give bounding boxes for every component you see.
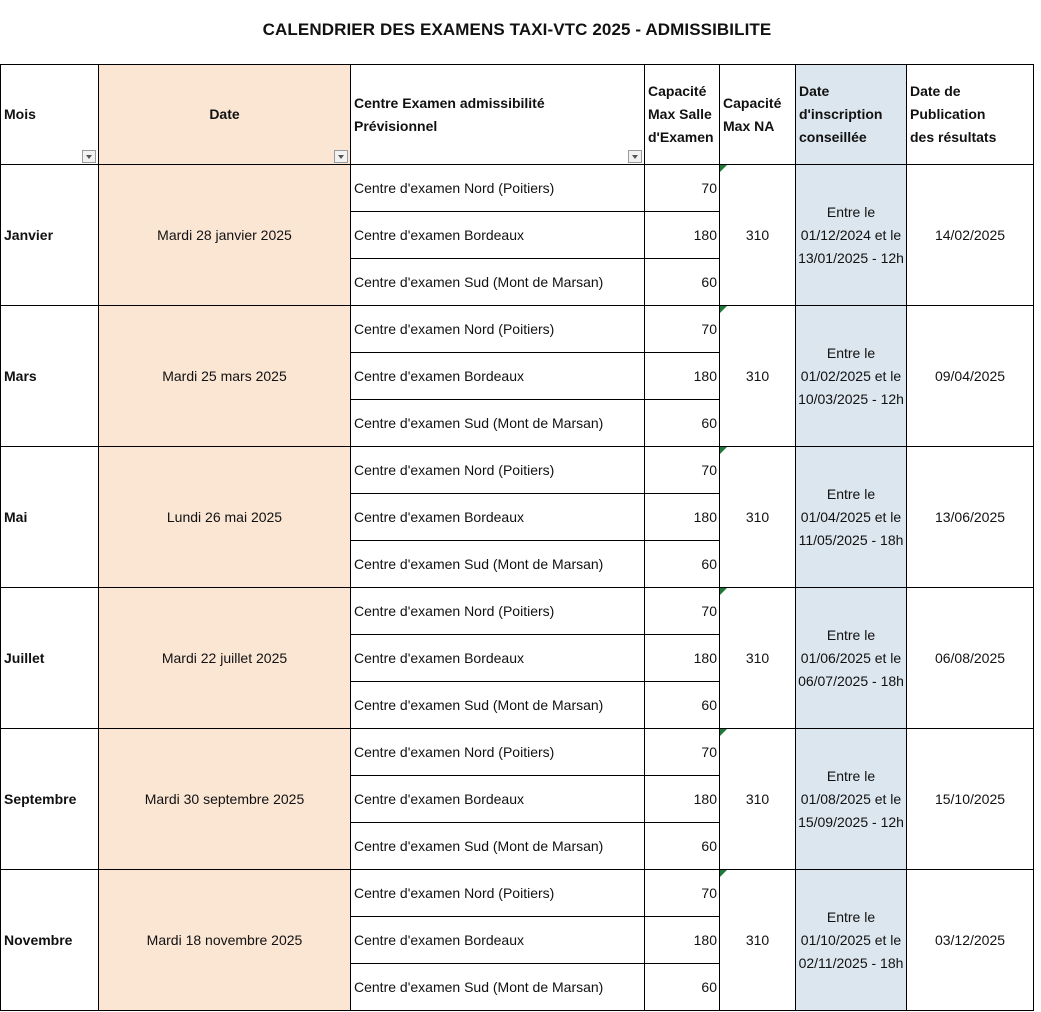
mois-cell[interactable]: Mai	[1, 447, 99, 588]
header-publication: Date de Publication des résultats	[907, 65, 1034, 165]
capacity-cell[interactable]: 60	[645, 682, 720, 729]
date-cell[interactable]: Mardi 28 janvier 2025	[99, 165, 351, 306]
capacity-cell[interactable]: 180	[645, 494, 720, 541]
inscription-line: 01/04/2025 et le	[800, 508, 902, 525]
inscription-line: Entre le	[826, 908, 876, 925]
capacity-cell[interactable]	[645, 870, 720, 917]
publication-cell[interactable]: 14/02/2025	[907, 165, 1034, 306]
centre-cell[interactable]: Centre d'examen Nord (Poitiers)	[351, 588, 645, 635]
table-row	[1, 165, 1034, 212]
centre-cell[interactable]: Centre d'examen Sud (Mont de Marsan)	[351, 823, 645, 870]
comment-indicator-icon	[720, 729, 727, 736]
capacity-cell[interactable]	[645, 306, 720, 353]
comment-indicator-icon	[720, 870, 727, 877]
capacity-cell[interactable]: 180	[645, 212, 720, 259]
filter-dropdown-icon[interactable]	[628, 150, 642, 163]
publication-cell[interactable]: 15/10/2025	[907, 729, 1034, 870]
header-capacite-na: Capacité Max NA	[720, 65, 796, 165]
capacity-cell[interactable]	[645, 588, 720, 635]
capacite-na-cell[interactable]	[720, 588, 796, 729]
capacity-cell[interactable]	[645, 447, 720, 494]
inscription-line: 02/11/2025 - 18h	[798, 954, 904, 971]
header-row	[1, 65, 1034, 165]
capacity-cell[interactable]	[645, 165, 720, 212]
date-cell[interactable]: Mardi 18 novembre 2025	[99, 870, 351, 1011]
table-row	[1, 588, 1034, 635]
centre-cell[interactable]: Centre d'examen Sud (Mont de Marsan)	[351, 541, 645, 588]
inscription-line: 01/12/2024 et le	[800, 226, 902, 243]
capacite-na-cell[interactable]	[720, 447, 796, 588]
inscription-line: Entre le	[826, 767, 876, 784]
centre-cell[interactable]: Centre d'examen Sud (Mont de Marsan)	[351, 682, 645, 729]
capacity-cell[interactable]: 60	[645, 823, 720, 870]
table-row	[1, 729, 1034, 776]
inscription-cell[interactable]	[796, 165, 907, 306]
table-row	[1, 447, 1034, 494]
capacity-cell[interactable]: 180	[645, 917, 720, 964]
table-row	[1, 870, 1034, 917]
inscription-line: 01/02/2025 et le	[800, 367, 902, 384]
capacite-na-cell[interactable]	[720, 870, 796, 1011]
capacite-na-cell[interactable]	[720, 165, 796, 306]
inscription-cell[interactable]	[796, 588, 907, 729]
centre-cell[interactable]: Centre d'examen Bordeaux	[351, 635, 645, 682]
inscription-cell[interactable]	[796, 870, 907, 1011]
page-title: CALENDRIER DES EXAMENS TAXI-VTC 2025 - ADMISSIBILITE	[262, 20, 772, 39]
inscription-line: 06/07/2025 - 18h	[798, 672, 904, 689]
publication-cell[interactable]: 03/12/2025	[907, 870, 1034, 1011]
capacity-cell[interactable]: 180	[645, 776, 720, 823]
comment-indicator-icon	[720, 447, 727, 454]
centre-cell[interactable]: Centre d'examen Bordeaux	[351, 353, 645, 400]
capacite-na-value: 310	[745, 368, 770, 384]
capacity-value: 70	[701, 462, 717, 478]
inscription-line: Entre le	[826, 626, 876, 643]
centre-cell[interactable]: Centre d'examen Bordeaux	[351, 212, 645, 259]
mois-cell[interactable]: Janvier	[1, 165, 99, 306]
table-row	[1, 306, 1034, 353]
inscription-line: 01/06/2025 et le	[800, 649, 902, 666]
publication-cell[interactable]: 09/04/2025	[907, 306, 1034, 447]
centre-cell[interactable]: Centre d'examen Sud (Mont de Marsan)	[351, 400, 645, 447]
inscription-cell[interactable]	[796, 447, 907, 588]
centre-cell[interactable]: Centre d'examen Sud (Mont de Marsan)	[351, 259, 645, 306]
capacite-na-value: 310	[745, 791, 770, 807]
centre-cell[interactable]: Centre d'examen Bordeaux	[351, 776, 645, 823]
mois-cell[interactable]: Septembre	[1, 729, 99, 870]
header-capacite-salle: Capacité Max Salle d'Examen	[645, 65, 720, 165]
date-cell[interactable]: Mardi 30 septembre 2025	[99, 729, 351, 870]
header-date: Date	[99, 65, 351, 165]
capacity-cell[interactable]	[645, 729, 720, 776]
comment-indicator-icon	[720, 165, 727, 172]
date-cell[interactable]: Mardi 25 mars 2025	[99, 306, 351, 447]
inscription-line: Entre le	[826, 203, 876, 220]
capacity-cell[interactable]: 60	[645, 259, 720, 306]
mois-cell[interactable]: Juillet	[1, 588, 99, 729]
inscription-line: 13/01/2025 - 12h	[798, 249, 904, 266]
capacity-value: 70	[701, 885, 717, 901]
capacite-na-value: 310	[745, 650, 770, 666]
table-body	[1, 165, 1034, 1011]
date-cell[interactable]: Mardi 22 juillet 2025	[99, 588, 351, 729]
inscription-line: 11/05/2025 - 18h	[798, 531, 904, 548]
centre-cell[interactable]: Centre d'examen Sud (Mont de Marsan)	[351, 964, 645, 1011]
capacity-value: 70	[701, 321, 717, 337]
capacity-cell[interactable]: 180	[645, 353, 720, 400]
comment-indicator-icon	[720, 588, 727, 595]
header-mois: Mois	[1, 65, 99, 165]
comment-indicator-icon	[720, 306, 727, 313]
mois-cell[interactable]: Mars	[1, 306, 99, 447]
capacite-na-cell[interactable]	[720, 729, 796, 870]
capacite-na-value: 310	[745, 509, 770, 525]
inscription-line: 10/03/2025 - 12h	[798, 390, 904, 407]
publication-cell[interactable]: 13/06/2025	[907, 447, 1034, 588]
capacity-cell[interactable]: 60	[645, 964, 720, 1011]
capacity-value: 70	[701, 744, 717, 760]
capacite-na-value: 310	[745, 227, 770, 243]
capacity-cell[interactable]: 60	[645, 541, 720, 588]
capacity-cell[interactable]: 180	[645, 635, 720, 682]
inscription-line: 01/08/2025 et le	[800, 790, 902, 807]
centre-cell[interactable]: Centre d'examen Nord (Poitiers)	[351, 165, 645, 212]
centre-cell[interactable]: Centre d'examen Bordeaux	[351, 917, 645, 964]
capacite-na-cell[interactable]	[720, 306, 796, 447]
capacity-value: 70	[701, 603, 717, 619]
exam-calendar-table	[0, 64, 1034, 1011]
centre-cell[interactable]: Centre d'examen Nord (Poitiers)	[351, 729, 645, 776]
inscription-line: 15/09/2025 - 12h	[798, 813, 904, 830]
header-centre: Centre Examen admissibilité Prévisionnel	[351, 65, 645, 165]
capacity-cell[interactable]: 60	[645, 400, 720, 447]
inscription-line: Entre le	[826, 344, 876, 361]
inscription-line: 01/10/2025 et le	[800, 931, 902, 948]
capacite-na-value: 310	[745, 932, 770, 948]
mois-cell[interactable]: Novembre	[1, 870, 99, 1011]
centre-cell[interactable]: Centre d'examen Nord (Poitiers)	[351, 306, 645, 353]
header-inscription: Date d'inscription conseillée	[796, 65, 907, 165]
publication-cell[interactable]: 06/08/2025	[907, 588, 1034, 729]
inscription-line: Entre le	[826, 485, 876, 502]
capacity-value: 70	[701, 180, 717, 196]
inscription-cell[interactable]	[796, 729, 907, 870]
centre-cell[interactable]: Centre d'examen Nord (Poitiers)	[351, 870, 645, 917]
filter-dropdown-icon[interactable]	[334, 150, 348, 163]
centre-cell[interactable]: Centre d'examen Bordeaux	[351, 494, 645, 541]
date-cell[interactable]: Lundi 26 mai 2025	[99, 447, 351, 588]
centre-cell[interactable]: Centre d'examen Nord (Poitiers)	[351, 447, 645, 494]
inscription-cell[interactable]	[796, 306, 907, 447]
filter-dropdown-icon[interactable]	[82, 150, 96, 163]
